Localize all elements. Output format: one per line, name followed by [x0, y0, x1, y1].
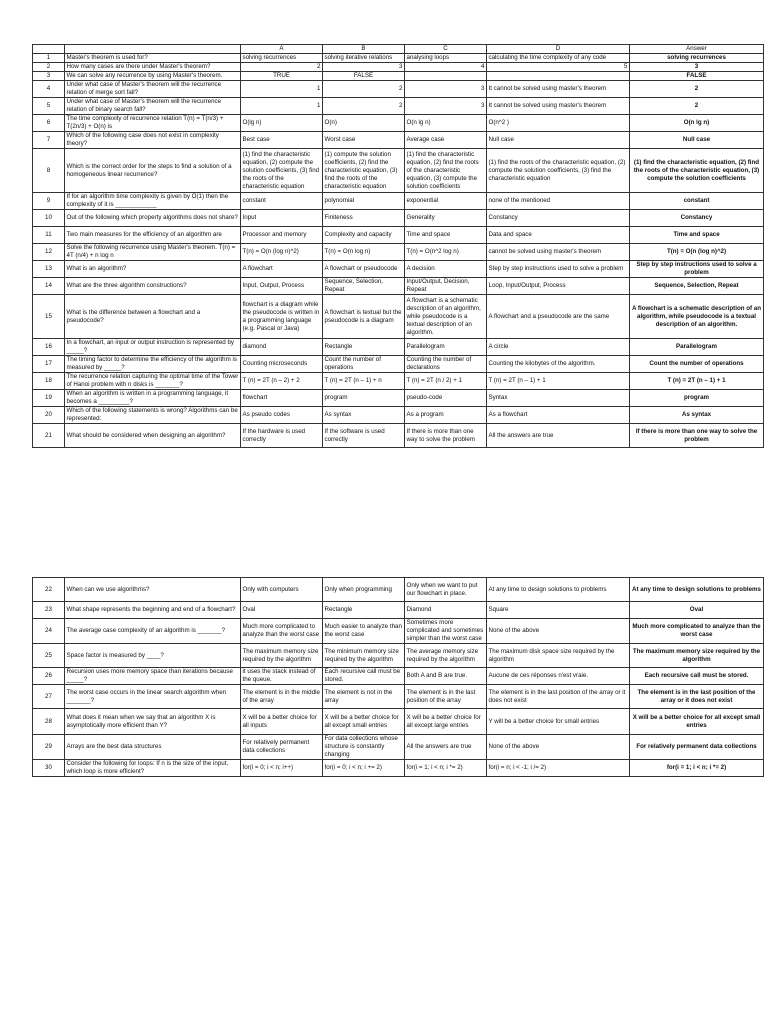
option-a-cell: Much more complicated to analyze than the worst case	[241, 619, 323, 644]
option-d-cell: A flowchart and a pseudocode are the same	[487, 295, 630, 339]
option-d-cell: None of the above	[487, 735, 630, 760]
question-cell: How many cases are there under Master's theorem?	[65, 63, 241, 72]
row-number-cell: 22	[33, 578, 65, 602]
answer-cell: Much more complicated to analyze than the worst case	[630, 619, 764, 644]
table-row	[33, 373, 764, 390]
table-body-1	[33, 54, 764, 448]
answer-cell: Each recursive call must be stored.	[630, 668, 764, 685]
option-c-cell: T(n) = O(n^2 log n)	[405, 244, 487, 261]
answer-cell: 3	[630, 63, 764, 72]
row-number-cell: 19	[33, 390, 65, 407]
table-body-2	[33, 578, 764, 777]
option-c-cell: A decision	[405, 261, 487, 278]
option-b-cell: As syntax	[323, 407, 405, 424]
row-number-cell: 5	[33, 98, 65, 115]
answer-cell: constant	[630, 193, 764, 210]
option-d-cell	[487, 72, 630, 81]
option-c-cell: The average memory size required by the algorithm	[405, 644, 487, 668]
option-c-cell: Average case	[405, 132, 487, 149]
option-b-cell: Each recursive call must be stored.	[323, 668, 405, 685]
table-row	[33, 619, 764, 644]
option-a-cell: Best case	[241, 132, 323, 149]
option-a-cell: Processor and memory	[241, 227, 323, 244]
option-c-cell: pseudo-code	[405, 390, 487, 407]
option-b-cell: solving iterative relations	[323, 54, 405, 63]
row-number-cell: 10	[33, 210, 65, 227]
option-d-cell: Data and space	[487, 227, 630, 244]
option-d-cell: At any time to design solutions to problems	[487, 578, 630, 602]
option-c-cell: for(i = 1; i < n; i *= 2)	[405, 760, 487, 777]
answer-cell: T(n) = O(n (log n)^2)	[630, 244, 764, 261]
answer-cell: FALSE	[630, 72, 764, 81]
option-b-cell: program	[323, 390, 405, 407]
option-d-cell: Loop, Input/Output, Process	[487, 278, 630, 295]
option-b-cell: Count the number of operations	[323, 356, 405, 373]
option-d-cell: Square	[487, 602, 630, 619]
option-b-cell: for(i = 0; i < n; i += 2)	[323, 760, 405, 777]
table-row	[33, 132, 764, 149]
question-cell: In a flowchart, an input or output instruction is represented by _____?	[65, 339, 241, 356]
option-d-cell: A circle	[487, 339, 630, 356]
table-row	[33, 81, 764, 98]
option-a-cell: Counting microseconds	[241, 356, 323, 373]
question-cell: What shape represents the beginning and end of a flowchart?	[65, 602, 241, 619]
row-number-cell: 14	[33, 278, 65, 295]
answer-cell: for(i = 1; i < n; i *= 2)	[630, 760, 764, 777]
row-number-cell: 12	[33, 244, 65, 261]
option-a-cell: X will be a better choice for all inputs	[241, 709, 323, 735]
option-d-cell: 5	[487, 63, 630, 72]
option-b-cell: Much easier to analyze than the worst case	[323, 619, 405, 644]
question-cell: Under what case of Master's theorem will the recurrence relation of merge sort fall?	[65, 81, 241, 98]
option-d-cell: Step by step instructions used to solve a problem	[487, 261, 630, 278]
row-number-cell: 27	[33, 685, 65, 709]
option-d-cell: for(i = n; i < -1; i /= 2)	[487, 760, 630, 777]
row-number-cell: 29	[33, 735, 65, 760]
table-row	[33, 760, 764, 777]
option-a-cell: The maximum memory size required by the algorithm	[241, 644, 323, 668]
option-a-cell: (1) find the characteristic equation, (2) compute the solution coefficients, (3) find the roots of the characteristic equation	[241, 149, 323, 193]
row-number-cell: 13	[33, 261, 65, 278]
row-number-cell: 17	[33, 356, 65, 373]
table-row	[33, 644, 764, 668]
table-row	[33, 602, 764, 619]
table-row	[33, 685, 764, 709]
table-row	[33, 578, 764, 602]
row-number-cell: 28	[33, 709, 65, 735]
column-header-answer: Answer	[630, 45, 764, 54]
question-cell: If for an algorithm time complexity is given by O(1) then the complexity of it is ____________	[65, 193, 241, 210]
question-cell: Out of the following which property algorithms does not share?	[65, 210, 241, 227]
row-number-cell: 23	[33, 602, 65, 619]
answer-cell: solving recurrences	[630, 54, 764, 63]
table-row	[33, 407, 764, 424]
answer-cell: For relatively permanent data collections	[630, 735, 764, 760]
table-row	[33, 54, 764, 63]
option-a-cell: The element is in the middle of the array	[241, 685, 323, 709]
row-number-cell: 18	[33, 373, 65, 390]
option-a-cell: 2	[241, 63, 323, 72]
option-b-cell: A flowchart or pseudocode	[323, 261, 405, 278]
answer-cell: X will be a better choice for all except small entries	[630, 709, 764, 735]
option-c-cell: If there is more than one way to solve the problem	[405, 424, 487, 448]
table-row	[33, 735, 764, 760]
row-number-cell: 9	[33, 193, 65, 210]
option-b-cell: polynomial	[323, 193, 405, 210]
question-cell: What should be considered when designing an algorithm?	[65, 424, 241, 448]
table-row	[33, 98, 764, 115]
answer-cell: program	[630, 390, 764, 407]
option-b-cell: Worst case	[323, 132, 405, 149]
table-row	[33, 390, 764, 407]
option-c-cell: As a program	[405, 407, 487, 424]
answer-cell: The maximum memory size required by the algorithm	[630, 644, 764, 668]
question-cell: When an algorithm is written in a programming language, it becomes a _________?	[65, 390, 241, 407]
table-row	[33, 115, 764, 132]
option-c-cell: 3	[405, 98, 487, 115]
option-c-cell: Sometimes more complicated and sometimes simpler than the worst case	[405, 619, 487, 644]
option-a-cell: solving recurrences	[241, 54, 323, 63]
option-c-cell: Only when we want to put our flowchart in place.	[405, 578, 487, 602]
answer-cell: At any time to design solutions to problems	[630, 578, 764, 602]
question-cell: Master's theorem is used for?	[65, 54, 241, 63]
answer-cell: O(n lg n)	[630, 115, 764, 132]
option-d-cell: Y will be a better choice for small entries	[487, 709, 630, 735]
question-cell: Space factor is measured by ____?	[65, 644, 241, 668]
row-number-cell: 16	[33, 339, 65, 356]
question-cell: Two main measures for the efficiency of an algorithm are	[65, 227, 241, 244]
option-a-cell: flowchart is a diagram while the pseudocode is written in a programming language (e.g. Pascal or Java)	[241, 295, 323, 339]
option-a-cell: for(i = 0; i < n; i++)	[241, 760, 323, 777]
row-number-cell: 24	[33, 619, 65, 644]
option-b-cell: If the software is used correctly	[323, 424, 405, 448]
question-cell: Solve the following recurrence using Master's theorem. T(n) = 4T (n/4) + n log n	[65, 244, 241, 261]
question-cell: The timing factor to determine the efficiency of the algorithm is measured by _____?	[65, 356, 241, 373]
table-row	[33, 210, 764, 227]
question-cell: The time complexity of recurrence relation T(n) = T(n/3) + T(2n/3) + O(n) is	[65, 115, 241, 132]
option-c-cell: exponential	[405, 193, 487, 210]
row-number-cell: 6	[33, 115, 65, 132]
option-a-cell: T(n) = O(n (log n)^2)	[241, 244, 323, 261]
question-cell: What is the difference between a flowchart and a pseudocode?	[65, 295, 241, 339]
row-number-cell: 26	[33, 668, 65, 685]
option-b-cell: T(n) = O(n log n)	[323, 244, 405, 261]
option-d-cell: none of the mentioned	[487, 193, 630, 210]
question-cell: Under what case of Master's theorem will the recurrence relation of binary search fall?	[65, 98, 241, 115]
option-c-cell: Time and space	[405, 227, 487, 244]
question-cell: What are the three algorithm constructions?	[65, 278, 241, 295]
answer-cell: If there is more than one way to solve the problem	[630, 424, 764, 448]
option-b-cell: Only when programming	[323, 578, 405, 602]
option-b-cell: 2	[323, 81, 405, 98]
answer-cell: 2	[630, 98, 764, 115]
option-b-cell: Sequence, Selection, Repeat	[323, 278, 405, 295]
option-b-cell: Rectangle	[323, 602, 405, 619]
question-cell: Which of the following statements is wrong? Algorithms can be represented:	[65, 407, 241, 424]
row-number-cell: 7	[33, 132, 65, 149]
option-a-cell: 1	[241, 98, 323, 115]
option-c-cell: analysing loops	[405, 54, 487, 63]
option-b-cell: Finiteness	[323, 210, 405, 227]
table-row	[33, 356, 764, 373]
column-header-a: A	[241, 45, 323, 54]
option-d-cell: T (n) = 2T (n – 1) + 1	[487, 373, 630, 390]
option-c-cell: Input/Output, Decision, Repeat	[405, 278, 487, 295]
option-d-cell: Aucune de ces réponses n'est vraie.	[487, 668, 630, 685]
question-cell: The average case complexity of an algorithm is _______?	[65, 619, 241, 644]
option-d-cell: Syntax	[487, 390, 630, 407]
option-a-cell: Input, Output, Process	[241, 278, 323, 295]
answer-cell: A flowchart is a schematic description of an algorithm, while pseudocode is a textual description of an algorithm.	[630, 295, 764, 339]
option-b-cell: O(n)	[323, 115, 405, 132]
option-b-cell: The minimum memory size required by the algorithm	[323, 644, 405, 668]
row-number-cell: 25	[33, 644, 65, 668]
table-row	[33, 668, 764, 685]
row-number-cell: 20	[33, 407, 65, 424]
option-c-cell: Both A and B are true.	[405, 668, 487, 685]
option-b-cell: 3	[323, 63, 405, 72]
option-d-cell: Counting the kilobytes of the algorithm.	[487, 356, 630, 373]
row-number-cell: 30	[33, 760, 65, 777]
question-cell: We can solve any recurrence by using Master's theorem.	[65, 72, 241, 81]
row-number-cell: 21	[33, 424, 65, 448]
table-row	[33, 149, 764, 193]
question-cell: Which is the correct order for the steps to find a solution of a homogeneous linear recurrence?	[65, 149, 241, 193]
question-cell: Which of the following case does not exist in complexity theory?	[65, 132, 241, 149]
option-d-cell: (1) find the roots of the characteristic equation, (2) compute the solution coefficients, (3) find the characteristic equation	[487, 149, 630, 193]
option-d-cell: All the answers are true	[487, 424, 630, 448]
table-row	[33, 72, 764, 81]
option-d-cell: The maximum disk space size required by the algorithm	[487, 644, 630, 668]
option-a-cell: TRUE	[241, 72, 323, 81]
answer-cell: Time and space	[630, 227, 764, 244]
row-number-cell: 15	[33, 295, 65, 339]
option-a-cell: Only with computers	[241, 578, 323, 602]
option-c-cell: T (n) = 2T (n / 2) + 1	[405, 373, 487, 390]
option-d-cell: The element is in the last position of the array or it does not exist	[487, 685, 630, 709]
table-row	[33, 261, 764, 278]
option-c-cell: All the answers are true	[405, 735, 487, 760]
table-row	[33, 227, 764, 244]
option-d-cell: It cannot be solved using master's theorem	[487, 81, 630, 98]
answer-cell: The element is in the last position of the array or it does not exist	[630, 685, 764, 709]
row-number-cell: 3	[33, 72, 65, 81]
option-c-cell: 3	[405, 81, 487, 98]
header-blank-question	[65, 45, 241, 54]
row-number-cell: 2	[33, 63, 65, 72]
answer-cell: (1) find the characteristic equation, (2) find the roots of the characteristic equation, (3) compute the solution coefficients	[630, 149, 764, 193]
header-blank-num	[33, 45, 65, 54]
option-d-cell: cannot be solved using master's theorem	[487, 244, 630, 261]
option-a-cell: T (n) = 2T (n – 2) + 2	[241, 373, 323, 390]
option-b-cell: The element is not in the array	[323, 685, 405, 709]
option-a-cell: Input	[241, 210, 323, 227]
option-d-cell: Null case	[487, 132, 630, 149]
question-cell: What is an algorithm?	[65, 261, 241, 278]
option-c-cell: The element is in the last position of the array	[405, 685, 487, 709]
option-a-cell: Oval	[241, 602, 323, 619]
option-c-cell: X will be a better choice for all except large entries	[405, 709, 487, 735]
row-number-cell: 1	[33, 54, 65, 63]
option-a-cell: A flowchart	[241, 261, 323, 278]
table-row	[33, 339, 764, 356]
answer-cell: Oval	[630, 602, 764, 619]
table-row	[33, 709, 764, 735]
option-a-cell: constant	[241, 193, 323, 210]
option-c-cell: Parallelogram	[405, 339, 487, 356]
option-b-cell: Rectangle	[323, 339, 405, 356]
option-a-cell: diamond	[241, 339, 323, 356]
table-row	[33, 424, 764, 448]
answer-cell: T (n) = 2T (n – 1) + 1	[630, 373, 764, 390]
question-cell: What does it mean when we say that an algorithm X is asymptotically more efficient than Y?	[65, 709, 241, 735]
column-header-b: B	[323, 45, 405, 54]
option-a-cell: 1	[241, 81, 323, 98]
question-cell: Consider the following for loops: If n is the size of the input, which loop is more efficient?	[65, 760, 241, 777]
table-row	[33, 63, 764, 72]
answer-cell: Constancy	[630, 210, 764, 227]
row-number-cell: 4	[33, 81, 65, 98]
option-b-cell: For data collections whose structure is constantly changing	[323, 735, 405, 760]
option-a-cell: O(lg n)	[241, 115, 323, 132]
option-c-cell: Counting the number of declarations	[405, 356, 487, 373]
option-b-cell: A flowchart is textual but the pseudocode is a diagram	[323, 295, 405, 339]
option-b-cell: T (n) = 2T (n – 1) + n	[323, 373, 405, 390]
table-row	[33, 193, 764, 210]
table-row	[33, 244, 764, 261]
table-row	[33, 295, 764, 339]
option-b-cell: (1) compute the solution coefficients, (2) find the characteristic equation, (3) find the roots of the characteristic equation	[323, 149, 405, 193]
answer-cell: Parallelogram	[630, 339, 764, 356]
option-d-cell: It cannot be solved using master's theorem	[487, 98, 630, 115]
option-c-cell: Generality	[405, 210, 487, 227]
question-cell: Arrays are the best data structures	[65, 735, 241, 760]
column-header-c: C	[405, 45, 487, 54]
question-cell: The worst case occurs in the linear search algorithm when _______?	[65, 685, 241, 709]
table-row	[33, 278, 764, 295]
answer-cell: 2	[630, 81, 764, 98]
option-a-cell: If the hardware is used correctly	[241, 424, 323, 448]
row-number-cell: 8	[33, 149, 65, 193]
question-cell: The recurrence relation capturing the optimal time of the Tower of Hanoi problem with n disks is _______?	[65, 373, 241, 390]
answer-cell: As syntax	[630, 407, 764, 424]
option-a-cell: For relatively permanent data collections	[241, 735, 323, 760]
answer-cell: Count the number of operations	[630, 356, 764, 373]
question-table-1	[32, 44, 764, 448]
column-header-d: D	[487, 45, 630, 54]
option-a-cell: it uses the stack instead of the queue.	[241, 668, 323, 685]
answer-cell: Step by step instructions used to solve a problem	[630, 261, 764, 278]
option-c-cell: 4	[405, 63, 487, 72]
option-b-cell: X will be a better choice for all except small entries	[323, 709, 405, 735]
option-b-cell: Complexity and capacity	[323, 227, 405, 244]
option-d-cell: None of the above	[487, 619, 630, 644]
question-table-2	[32, 577, 764, 777]
option-c-cell	[405, 72, 487, 81]
option-d-cell: As a flowchart	[487, 407, 630, 424]
row-number-cell: 11	[33, 227, 65, 244]
question-cell: Recursion uses more memory space than iterations because _____?	[65, 668, 241, 685]
option-b-cell: FALSE	[323, 72, 405, 81]
answer-cell: Null case	[630, 132, 764, 149]
option-c-cell: A flowchart is a schematic description of an algorithm, while pseudocode is a textual description of an algorithm.	[405, 295, 487, 339]
option-d-cell: calculating the time complexity of any code	[487, 54, 630, 63]
option-c-cell: O(n lg n)	[405, 115, 487, 132]
option-b-cell: 2	[323, 98, 405, 115]
option-d-cell: O(n^2 )	[487, 115, 630, 132]
option-a-cell: As pseudo codes	[241, 407, 323, 424]
column-header-row	[33, 45, 764, 54]
option-c-cell: (1) find the characteristic equation, (2) find the roots of the characteristic equation, (3) compute the solution coefficients	[405, 149, 487, 193]
answer-cell: Sequence, Selection, Repeat	[630, 278, 764, 295]
option-d-cell: Constancy	[487, 210, 630, 227]
option-c-cell: Diamond	[405, 602, 487, 619]
option-a-cell: flowchart	[241, 390, 323, 407]
question-cell: When can we use algorithms?	[65, 578, 241, 602]
